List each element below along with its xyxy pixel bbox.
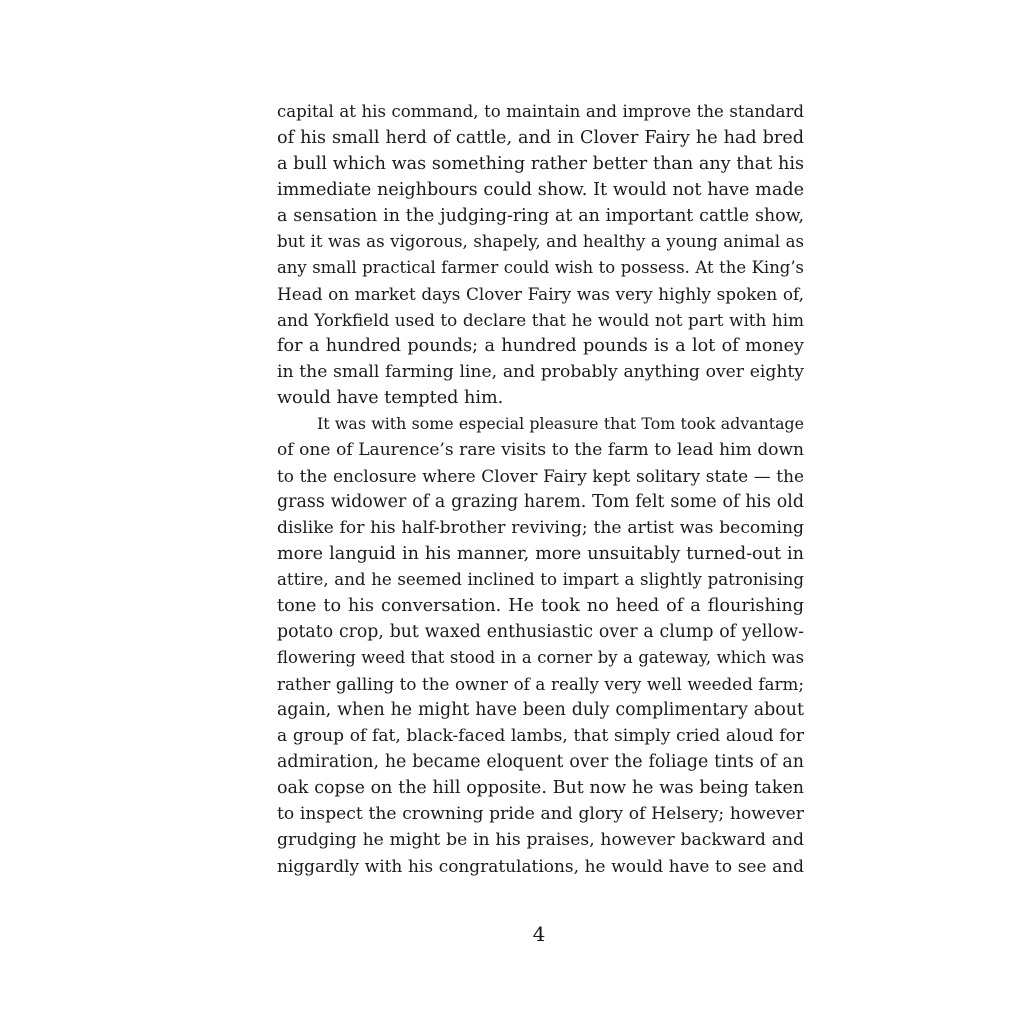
text-line: dislike for his half-brother reviving; the artist was becoming (277, 518, 804, 538)
text-line: again, when he might have been duly complimentary about (277, 700, 804, 720)
text-line: and Yorkfield used to declare that he would not part with him (277, 310, 804, 330)
text-line: niggardly with his congratulations, he would have to see and (277, 856, 804, 876)
text-line: grudging he might be in his praises, however backward and (277, 830, 804, 850)
text-line: It was with some especial pleasure that Tom took advantage (317, 414, 804, 433)
text-line: would have tempted him. (277, 388, 504, 408)
text-line: grass widower of a grazing harem. Tom felt some of his old (277, 492, 804, 512)
text-line: potato crop, but waxed enthusiastic over a clump of yellow- (277, 622, 804, 642)
text-line: in the small farming line, and probably anything over eighty (277, 362, 804, 382)
text-line: a group of fat, black-faced lambs, that simply cried aloud for (277, 726, 804, 746)
text-line: to inspect the crowning pride and glory of Helsery; however (277, 804, 804, 824)
text-line: to the enclosure where Clover Fairy kept solitary state — the (277, 466, 804, 486)
text-line: flowering weed that stood in a corner by a gateway, which was (277, 648, 804, 667)
text-line: a sensation in the judging-ring at an important cattle show, (277, 206, 804, 226)
text-line: of one of Laurence’s rare visits to the farm to lead him down (277, 440, 804, 460)
text-line: of his small herd of cattle, and in Clover Fairy he had bred (277, 128, 804, 148)
text-line: oak copse on the hill opposite. But now he was being taken (277, 778, 804, 798)
text-line: for a hundred pounds; a hundred pounds is a lot of money (277, 336, 804, 356)
text-line: Head on market days Clover Fairy was very highly spoken of, (277, 284, 804, 304)
text-line: capital at his command, to maintain and improve the standard (277, 102, 804, 121)
text-line: attire, and he seemed inclined to impart a slightly patronising (277, 570, 804, 589)
text-line: more languid in his manner, more unsuitably turned-out in (277, 544, 804, 564)
text-line: tone to his conversation. He took no heed of a flourishing (277, 596, 804, 616)
text-line: a bull which was something rather better than any that his (277, 154, 804, 174)
paragraph-1 (277, 99, 804, 411)
text-line: but it was as vigorous, shapely, and healthy a young animal as (277, 232, 804, 251)
text-line: rather galling to the owner of a really very well weeded farm; (277, 674, 804, 694)
text-line: admiration, he became eloquent over the foliage tints of an (277, 752, 804, 772)
text-line: immediate neighbours could show. It would not have made (277, 180, 804, 200)
body-text (277, 99, 804, 879)
paragraph-2 (277, 411, 804, 879)
text-line: any small practical farmer could wish to possess. At the King’s (277, 258, 804, 277)
page-number: 4 (532, 922, 546, 946)
